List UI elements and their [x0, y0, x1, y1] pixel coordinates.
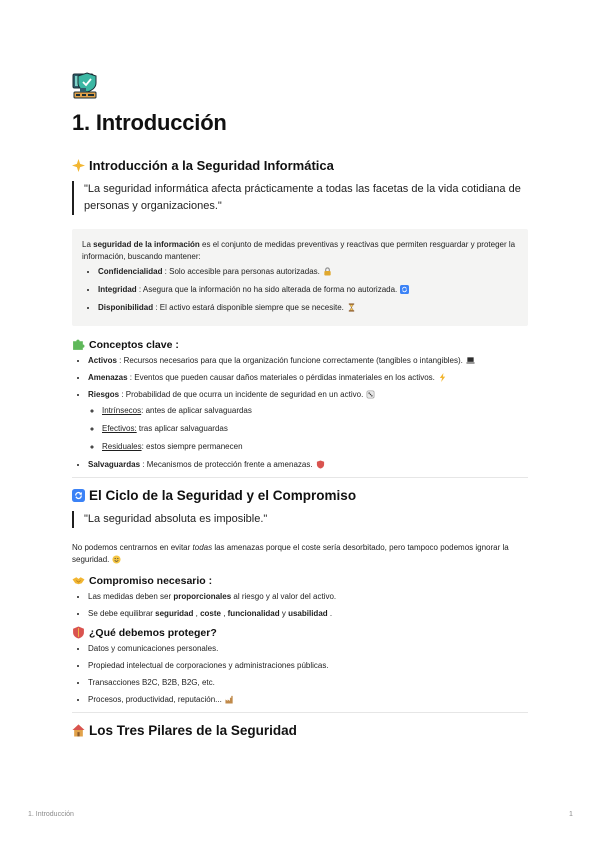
sparkle-star-icon: [72, 159, 85, 172]
section-heading-pillars: [72, 723, 528, 738]
risk-types-list: [88, 405, 528, 453]
callout-intro: La seguridad de la información es el conjunto de medidas preventivas y reactivas que permiten resguardar y proteger la información, buscando mantener:: [82, 240, 516, 261]
footer-page-number: 1: [569, 811, 573, 818]
list-item: ◦ Efectivos: tras aplicar salvaguardas: [102, 423, 528, 435]
list-item: • Se debe equilibrar seguridad , coste , funcionalidad y usabilidad .: [88, 608, 528, 620]
cia-list: [82, 266, 520, 314]
hourglass-icon: [347, 303, 356, 312]
dice-icon: [366, 390, 375, 399]
list-item: • Disponibilidad : El activo estará disponible siempre que se necesite.: [98, 302, 520, 314]
shield-icon: [316, 460, 325, 469]
puzzle-piece-icon: [72, 338, 85, 351]
compromise-list: [72, 591, 528, 620]
protect-list: [72, 643, 528, 706]
list-item: • Transacciones B2C, B2B, B2G, etc.: [88, 677, 528, 689]
laptop-icon: [466, 356, 475, 365]
section-heading-compromise: [72, 574, 528, 587]
grinning-face-icon: [112, 555, 121, 564]
handshake-icon: [72, 574, 85, 587]
list-item: • Salvaguardas : Mecanismos de protección frente a amenazas.: [88, 459, 528, 471]
list-item: • Activos : Recursos necesarios para que la organización funcione correctamente (tangibles o intangibles).: [88, 355, 528, 367]
document-page: [72, 72, 528, 746]
section-heading-concepts: [72, 338, 528, 351]
lock-icon: [323, 267, 332, 276]
list-item: • Las medidas deben ser proporcionales al riesgo y al valor del activo.: [88, 591, 528, 603]
refresh-icon: [400, 285, 409, 294]
section-heading-cycle: [72, 488, 528, 503]
section-heading-pillars-text: Los Tres Pilares de la Seguridad: [89, 723, 297, 738]
concepts-list: [72, 355, 528, 471]
footer-page-title: 1. Introducción: [28, 811, 74, 818]
divider: [72, 712, 528, 713]
quote-intro: "La seguridad informática afecta prácticamente a todas las facetas de la vida cotidiana de personas y organizaciones.": [72, 181, 528, 215]
house-icon: [72, 724, 85, 737]
section-heading-concepts-text: Conceptos clave :: [89, 338, 179, 351]
list-item: ◦ Intrínsecos: antes de aplicar salvaguardas: [102, 405, 528, 417]
list-item: • Confidencialidad : Solo accesible para personas autorizadas.: [98, 266, 520, 278]
page-title: 1. Introducción: [72, 110, 227, 135]
quote-cycle: "La seguridad absoluta es imposible.": [72, 511, 528, 528]
list-item: • Propiedad intelectual de corporaciones y administraciones públicas.: [88, 660, 528, 672]
cycle-paragraph: No podemos centrarnos en evitar todas las amenazas porque el coste sería desorbitado, pero tampoco podemos ignorar la seguridad.: [72, 543, 509, 564]
lightning-icon: [438, 373, 447, 382]
section-heading-protect-text: ¿Qué debemos proteger?: [89, 626, 217, 639]
section-heading-compromise-text: Compromiso necesario :: [89, 574, 213, 587]
computer-shield-icon: [72, 72, 100, 102]
list-item: • Procesos, productividad, reputación...: [88, 694, 528, 706]
factory-icon: [225, 695, 234, 704]
list-item: ◦ Residuales: estos siempre permanecen: [102, 441, 528, 453]
shield-icon: [72, 626, 85, 639]
list-item: • Datos y comunicaciones personales.: [88, 643, 528, 655]
list-item: • Amenazas : Eventos que pueden causar daños materiales o pérdidas inmateriales en los activos.: [88, 372, 528, 384]
section-heading-intro-text: Introducción a la Seguridad Informática: [89, 158, 334, 173]
cycle-arrows-icon: [72, 489, 85, 502]
callout-box: [72, 229, 528, 326]
list-item: • Integridad : Asegura que la información no ha sido alterada de forma no autorizada.: [98, 284, 520, 296]
section-heading-cycle-text: El Ciclo de la Seguridad y el Compromiso: [89, 488, 357, 503]
list-item: • Riesgos : Probabilidad de que ocurra un incidente de seguridad en un activo. ◦ Intrínsecos: antes de aplicar salvaguardas ◦ Efectivos: tras aplicar salvaguardas ◦ Residuales: estos siempre permanecen: [88, 389, 528, 453]
divider: [72, 477, 528, 478]
section-heading-intro: [72, 158, 528, 173]
section-heading-protect: [72, 626, 528, 639]
